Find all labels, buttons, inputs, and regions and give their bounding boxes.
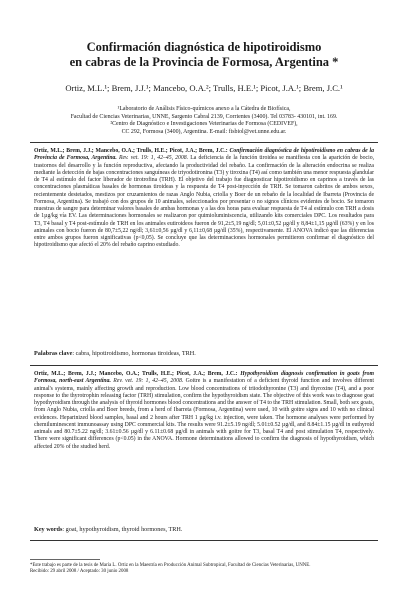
abstract-ref-title: Hypothyroidism diagnosis confirmation in goats from Formosa, north-east Argentina.: [34, 371, 375, 385]
affiliation-line-2: Facultad de Ciencias Veterinarias, UNNE, Sargento Cabral 2139, Corrientes (3400). Tel 03783- 430101, int. 169.: [70, 113, 338, 120]
key-words-label: Key words: [34, 526, 63, 533]
affiliations: [46, 106, 362, 137]
affiliation-line-3: ²Centro de Diagnóstico e Investigaciones Veterinarias de Formosa (CEDIVEF),: [110, 121, 298, 128]
divider-bottom: [30, 540, 378, 541]
abstract-english: [34, 371, 374, 451]
footnote-rule: [30, 559, 100, 560]
abstract-ref-authors: Ortiz, M.L.; Brem, J.J.; Mancebo, O.A.; Trulls, H.E.; Picot, J.A.; Brem, J.C.:: [34, 371, 238, 377]
resumen-body: La deficiencia de la función tiroidea se manifiesta con la aparición de bocio, trastornos del desarrollo y la función reproductiva, afectando la productividad del rebaño. La confirmación de la alteración endocrina se realiza mediante la detección de bajas concentraciones sanguíneas de triyodotironina (T3) y tiroxina (T4) así como también una menor respuesta glandular de T4 al estímulo del factor liberador de tirotrofina (TRH). El objetivo del trabajo fue diagnosticar hipotiroidismo en caprinos a través de las concentraciones plasmáticas basales de hormonas tiroideas y la respuesta de T4 post-inyección de TRH. Se tomaron cabritos de ambos sexos, recientemente destetados, mestizos por cruzamientos de razas Anglo Nubia, criolla y Boer de un rebaño de la localidad de Ibarreta (Provincia de Formosa, Argentina). Se trabajó con dos grupos de 10 animales, seleccionados por presentar o no signos clínicos evidentes de bocio. Se tomaron muestras de sangre para determinar valores basales de ambas hormonas y a las dos horas para evaluar respuesta de T4 al estímulo con TRH a dosis de 1µg/kg vía EV. Las determinaciones hormonales se realizaron por quimioluminiscencia, utilizando kits comerciales DPC. Los resultados para T3, T4 basal y T4 post-estímulo de TRH en los animales eutiroideos fueron de 91,2±5,19 ng/dl; 5,01±0,52 µg/dl y 8,84±1,15 µg/dl (63%) y en los animales con bocio fueron de 80,7±5,22 ng/dl; 3,61±0,56 µg/dl y 6,11±0,68 µg/dl (35%), respectivamente. El ANOVA indicó que las diferencias entre ambos grupos fueron significativas (p<0,05). Se concluye que las determinaciones hormonales permitieron confirmar el diagnóstico del hipotiroidismo que afectó el 20% del rebaño caprino estudiado.: [34, 155, 375, 249]
affiliation-line-4: CC 292, Formosa (3400), Argentina. E-mail: fisbiol@vet.unne.edu.ar.: [121, 129, 287, 136]
palabras-clave: [34, 350, 374, 357]
divider-middle: [30, 365, 378, 366]
title-line-2: en cabras de la Provincia de Formosa, Argentina *: [69, 55, 339, 69]
title-line-1: Confirmación diagnóstica de hipotiroidismo: [86, 40, 322, 54]
abstract-body: Goitre is a manifestation of a deficient thyroid function and involves different animal's systems, mainly affecting growth and reproduction. Low blood concentrations of triiodothyronine (T3) and thyroxine (T4), and a poor response to the thyrotrophin releasing factor (TRH) stimulation, confirm the hypothyroidism state. The objective of this work was to diagnose goat hypothyroidism through the analysis of thyroid hormones blood concentrations and the answer of T4 to the TRH stimulation. Small, both sex goats, from Anglo Nubia, criolla and Boer breeds, from a herd of Ibarreta (Formosa, Argentina) were used, 10 with goitre signs and 10 with no clinical evidences. Heparinized blood samples, basal and 2 hours after TRH 1 µg/kg i.v. injection, were taken. The hormone analyses were performed by chemiluminescent immunoassay using DPC commercial kits. The results were 91.2±5.19 ng/dl; 5.01±0.52 µg/dl, and 8.84±1.15 µg/dl in euthyroid animals and 80.7±5.22 ng/dl; 3.61±0.56 µg/dl y 6.11±0.68 µg/dl in animals with goitre for T3, basal T4 and post stimulation T4, respectively. There were significant differences (p<0.05) in the ANOVA. Hormone determinations allowed to confirm the diagnosis of hypothyroidism, which affected 20% of the studied herd.: [34, 378, 375, 450]
palabras-clave-text: : cabra, hipotiroidismo, hormonas tiroideas, TRH.: [72, 350, 196, 357]
resumen-ref-authors: Ortiz, M.L.; Brem, J.J.; Mancebo, O.A.; Trulls, H.E.; Picot, J.A.; Brem, J.C.:: [34, 148, 228, 154]
footnote-thesis-note: *Este trabajo es parte de la tesis de María L. Ortiz en la Maestría en Producción Animal Subtropical, Facultad de Ciencias Veterinarias, UNNE.: [30, 563, 311, 568]
article-title: [0, 40, 408, 70]
key-words-text: : goat, hypothyroidism, thyroid hormones, TRH.: [62, 526, 183, 533]
abstract-citation: Rev. vet. 19: 1, 42–45, 2008.: [113, 378, 184, 385]
resumen-ref-title: Confirmación diagnóstica de hipotiroidismo en cabras de la Provincia de Formosa, Argentina.: [34, 148, 375, 162]
key-words: [34, 526, 374, 533]
divider-top: [30, 142, 378, 143]
footnote-dates: Recibido: 29 abril 2008 / Aceptado: 30 junio 2008: [30, 569, 129, 575]
affiliation-line-1: ¹Laboratorio de Análisis Físico-químicos anexo a la Cátedra de Biofísica,: [117, 106, 291, 112]
palabras-clave-label: Palabras clave: [34, 350, 73, 357]
author-list: Ortiz, M.L.¹; Brem, J.J.¹; Mancebo, O.A.²; Trulls, H.E.¹; Picot, J.A.¹; Brem, J.C.¹: [65, 83, 343, 93]
resumen-citation: Rev. vet. 19: 1, 42–45, 2008.: [118, 155, 189, 162]
resumen-spanish: [34, 148, 374, 250]
footnote: [30, 563, 378, 576]
